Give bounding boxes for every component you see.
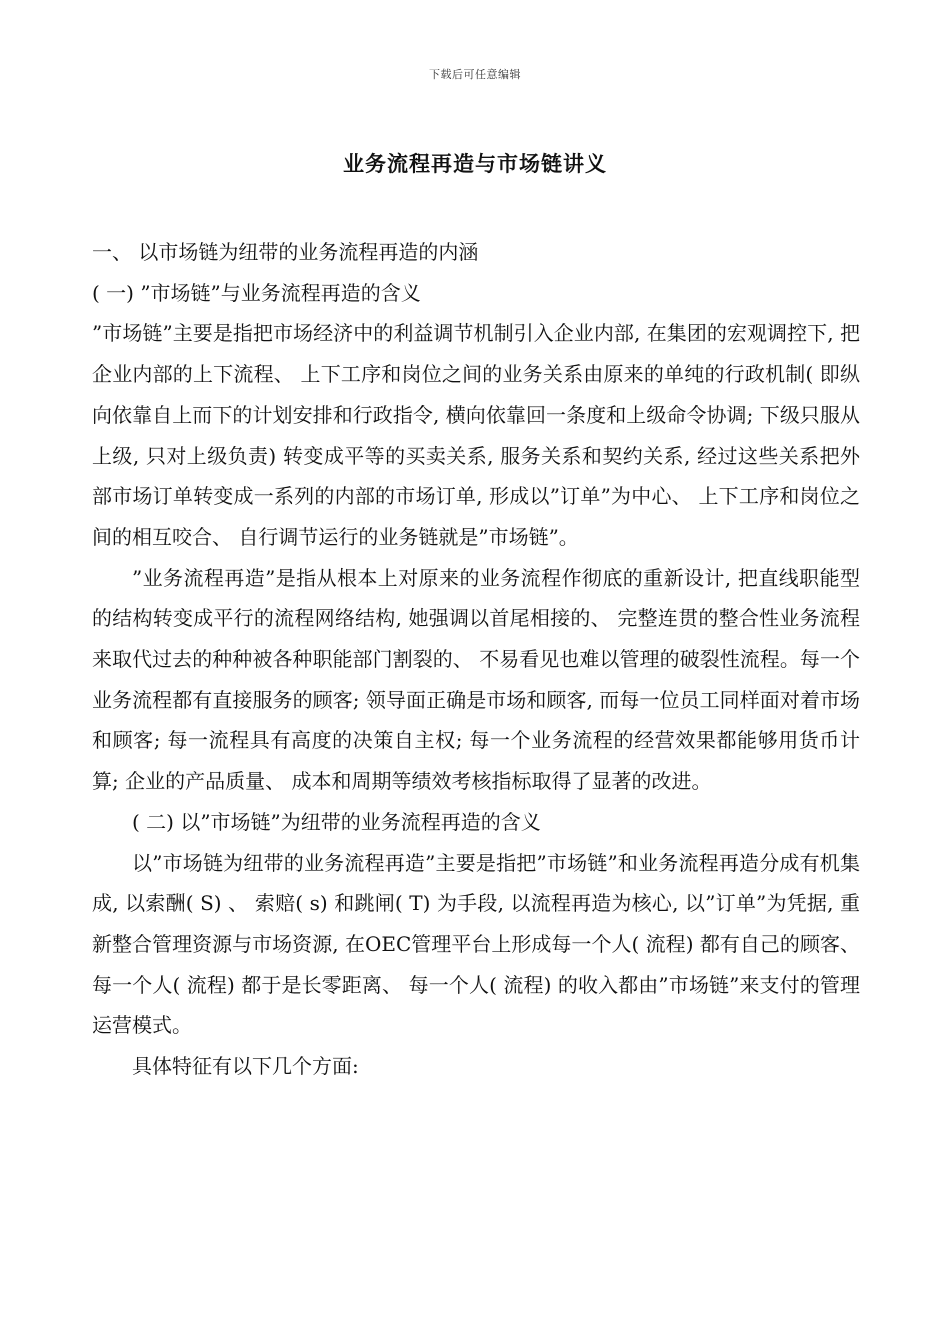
subsection-heading-1: ( 一) ”市场链”与业务流程再造的含义 [92, 280, 421, 305]
section-heading-1: 一、 以市场链为纽带的业务流程再造的内涵 [92, 240, 479, 264]
subsection-heading-2: ( 二) 以”市场链”为纽带的业务流程再造的含义 [132, 809, 541, 834]
document-title: 业务流程再造与市场链讲义 [343, 151, 607, 176]
document-body [92, 232, 860, 1087]
paragraph-features-intro: 具体特征有以下几个方面: [132, 1054, 359, 1079]
header-note: 下载后可任意编辑 [429, 68, 521, 81]
paragraph-market-chain-definition: ”市场链”主要是指把市场经济中的利益调节机制引入企业内部, 在集团的宏观调控下, 把企业内部的上下流程、 上下工序和岗位之间的业务关系由原来的单纯的行政机制( 即纵向依靠自上而下的计划安排和行政指令, 横向依靠回一条度和上级命令协调; 下级只服从上级, 只对上级负责) 转变成平等的买卖关系, 服务关系和契约关系, 经过这些关系把外部市场订单转变成一系列的内部的市场订单, 形成以”订单”为中心、 上下工序和岗位之间的相互咬合、 自行调节运行的业务链就是”市场链”。 [92, 321, 860, 549]
paragraph-integrated-definition: 以”市场链为纽带的业务流程再造”主要是指把”市场链”和业务流程再造分成有机集成, 以索酬( S) 、 索赔( s) 和跳闸( T) 为手段, 以流程再造为核心, 以”订单”为凭据, 重新整合管理资源与市场资源, 在OEC管理平台上形成每一个人( 流程) 都有自己的顾客、 每一个人( 流程) 都于是长零距离、 每一个人( 流程) 的收入都由”市场链”来支付的管理运营模式。 [92, 850, 860, 1038]
paragraph-process-reengineering-definition: ”业务流程再造”是指从根本上对原来的业务流程作彻底的重新设计, 把直线职能型的结构转变成平行的流程网络结构, 她强调以首尾相接的、 完整连贯的整合性业务流程来取代过去的种种被各种职能部门割裂的、 不易看见也难以管理的破裂性流程。每一个业务流程都有直接服务的顾客; 领导面正确是市场和顾客, 而每一位员工同样面对着市场和顾客; 每一流程具有高度的决策自主权; 每一个业务流程的经营效果都能够用货币计算; 企业的产品质量、 成本和周期等绩效考核指标取得了显著的改进。 [92, 565, 860, 794]
